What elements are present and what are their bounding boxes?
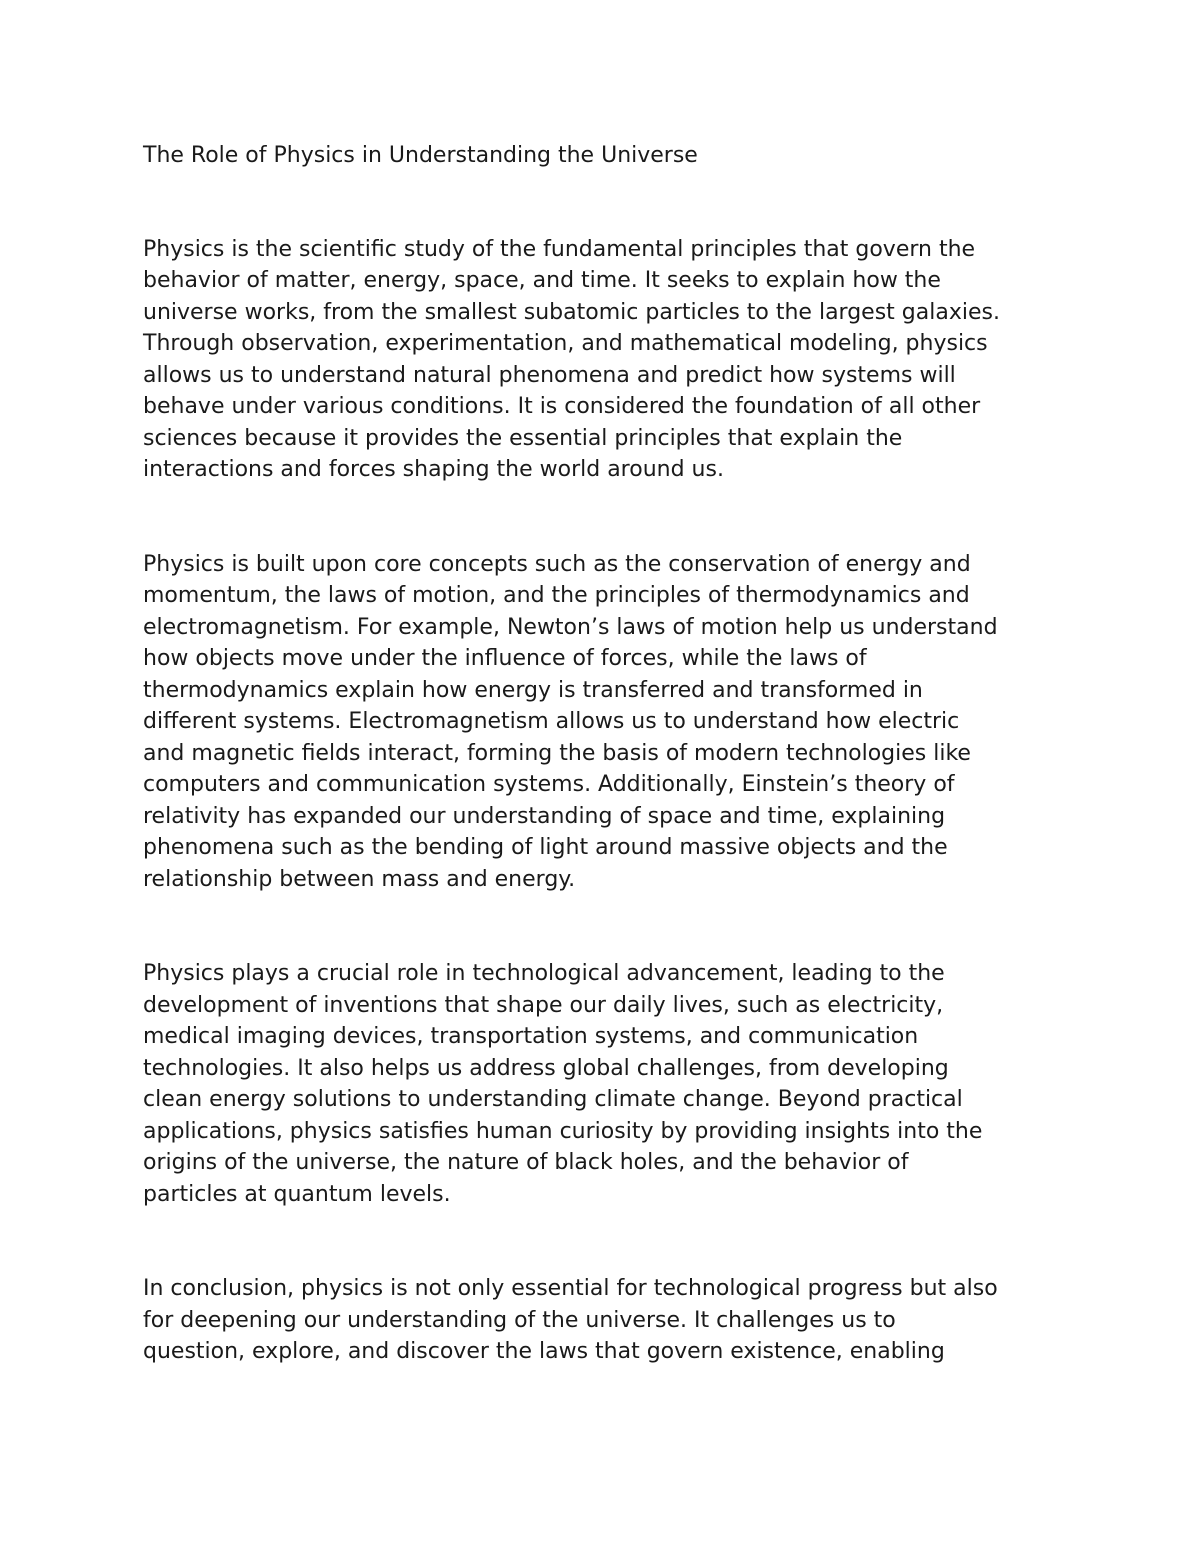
text-line: Physics is the scientific study of the fundamental principles that govern the xyxy=(143,236,976,262)
text-line: applications, physics satisfies human curiosity by providing insights into the xyxy=(143,1118,983,1144)
paragraph-1 xyxy=(143,234,1073,486)
text-line: and magnetic fields interact, forming the basis of modern technologies like xyxy=(143,740,971,766)
text-line: different systems. Electromagnetism allows us to understand how electric xyxy=(143,709,960,734)
text-line: behavior of matter, energy, space, and time. It seeks to explain how the xyxy=(143,268,941,293)
text-line: momentum, the laws of motion, and the principles of thermodynamics and xyxy=(143,583,970,608)
text-line: computers and communication systems. Additionally, Einstein’s theory of xyxy=(143,772,955,797)
text-line: question, explore, and discover the laws that govern existence, enabling xyxy=(143,1339,945,1364)
paragraph-spacer xyxy=(143,486,1073,549)
text-line: behave under various conditions. It is considered the foundation of all other xyxy=(143,394,981,419)
text-line: thermodynamics explain how energy is transferred and transformed in xyxy=(143,677,923,703)
paragraph-3 xyxy=(143,958,1073,1210)
text-line: In conclusion, physics is not only essential for technological progress but also xyxy=(143,1276,998,1301)
paragraph-2 xyxy=(143,549,1073,896)
text-line: electromagnetism. For example, Newton’s laws of motion help us understand xyxy=(143,614,998,640)
text-line: allows us to understand natural phenomena and predict how systems will xyxy=(143,362,956,388)
text-line: Physics plays a crucial role in technological advancement, leading to the xyxy=(143,961,945,986)
text-line: relativity has expanded our understanding of space and time, explaining xyxy=(143,803,946,829)
document-title: The Role of Physics in Understanding the Universe xyxy=(143,143,698,168)
text-line: phenomena such as the bending of light around massive objects and the xyxy=(143,835,948,860)
text-line: interactions and forces shaping the world around us. xyxy=(143,457,724,482)
text-line: how objects move under the influence of forces, while the laws of xyxy=(143,646,867,671)
paragraph-spacer xyxy=(143,1210,1073,1273)
text-line: sciences because it provides the essential principles that explain the xyxy=(143,425,903,451)
paragraph-4 xyxy=(143,1273,1073,1368)
text-line: development of inventions that shape our daily lives, such as electricity, xyxy=(143,992,944,1018)
text-line: universe works, from the smallest subatomic particles to the largest galaxies. xyxy=(143,299,1000,325)
text-line: for deepening our understanding of the universe. It challenges us to xyxy=(143,1307,896,1333)
text-line: Through observation, experimentation, and mathematical modeling, physics xyxy=(143,331,988,356)
text-line: origins of the universe, the nature of black holes, and the behavior of xyxy=(143,1150,909,1175)
text-line: clean energy solutions to understanding climate change. Beyond practical xyxy=(143,1087,963,1112)
text-line: particles at quantum levels. xyxy=(143,1181,451,1207)
text-line: Physics is built upon core concepts such as the conservation of energy and xyxy=(143,551,971,577)
document-body xyxy=(143,140,1073,1368)
text-line: medical imaging devices, transportation systems, and communication xyxy=(143,1024,919,1049)
text-line: relationship between mass and energy. xyxy=(143,866,576,892)
paragraph-spacer xyxy=(143,895,1073,958)
text-line: technologies. It also helps us address global challenges, from developing xyxy=(143,1055,949,1081)
